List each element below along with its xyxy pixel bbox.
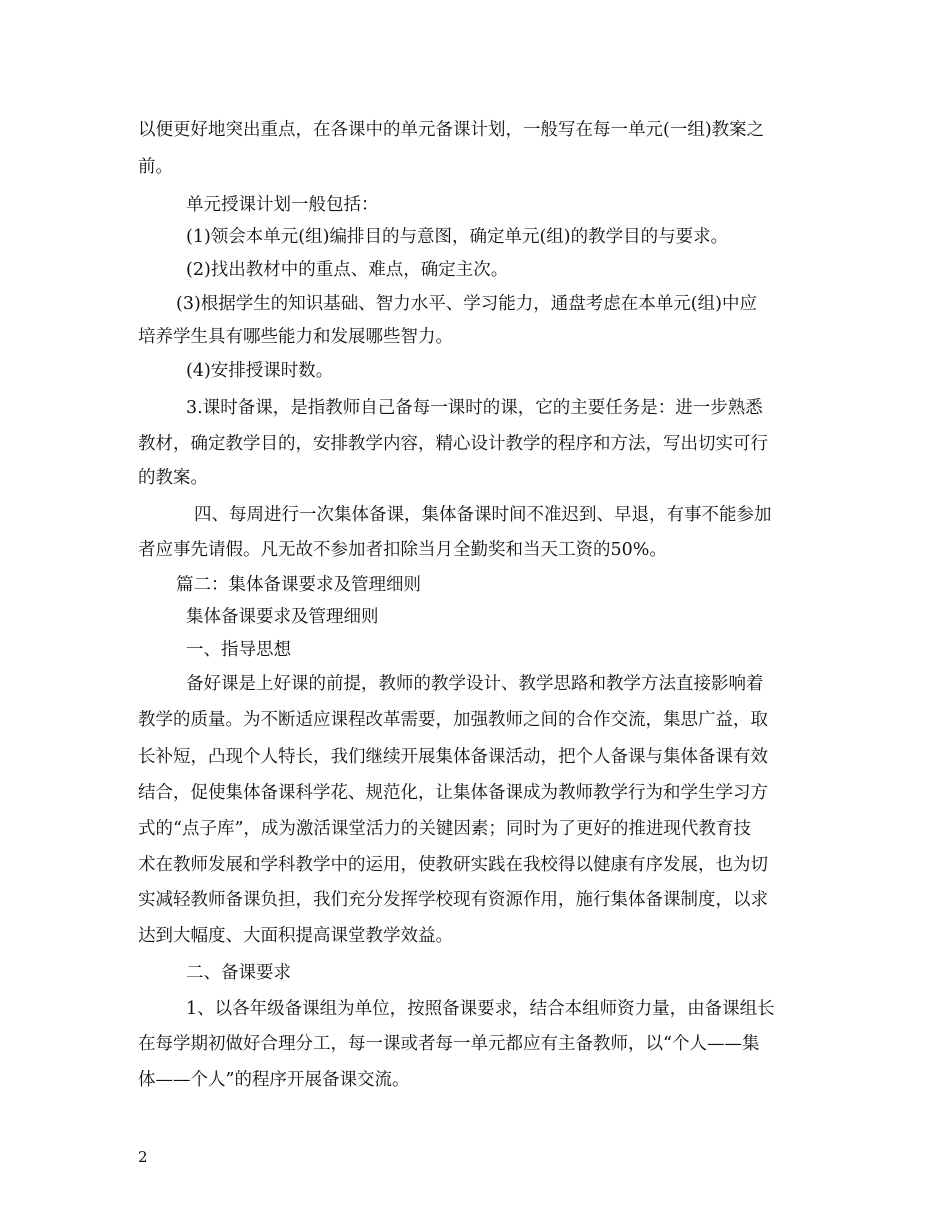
text-line-25: 二、备课要求: [186, 963, 291, 983]
text-line-6: (3)根据学生的知识基础、智力水平、学习能力，通盘考虑在本单元(组)中应: [176, 294, 757, 314]
text-line-23: 实减轻教师备课负担，我们充分发挥学校现有资源作用，施行集体备课制度，以求: [138, 890, 768, 910]
text-line-5: (2)找出教材中的重点、难点，确定主次。: [186, 260, 509, 280]
text-line-16: 一、指导思想: [186, 640, 291, 660]
text-line-1: 以便更好地突出重点，在各课中的单元备课计划，一般写在每一单元(一组)教案之: [138, 120, 765, 140]
text-line-7: 培养学生具有哪些能力和发展哪些智力。: [138, 327, 453, 347]
text-line-26: 1、以各年级备课组为单位，按照备课要求，结合本组师资力量，由备课组长: [186, 999, 775, 1019]
text-line-18: 教学的质量。为不断适应课程改革需要，加强教师之间的合作交流，集思广益，取: [138, 710, 768, 730]
text-line-10: 教材，确定教学目的，安排教学内容，精心设计教学的程序和方法，写出切实可行: [138, 434, 768, 454]
text-line-19: 长补短，凸现个人特长，我们继续开展集体备课活动，把个人备课与集体备课有效: [138, 747, 768, 767]
page-number: 2: [138, 1148, 148, 1166]
text-line-13: 者应事先请假。凡无故不参加者扣除当月全勤奖和当天工资的50%。: [138, 540, 667, 560]
text-line-8: (4)安排授课时数。: [186, 361, 334, 381]
text-line-21: 式的“点子库”，成为激活课堂活力的关键因素；同时为了更好的推进现代教育技: [138, 819, 751, 839]
text-line-27: 在每学期初做好合理分工，每一课或者每一单元都应有主备教师，以“个人——集: [138, 1034, 760, 1054]
text-line-28: 体——个人”的程序开展备课交流。: [138, 1070, 410, 1090]
text-line-11: 的教案。: [138, 468, 208, 488]
text-line-17: 备好课是上好课的前提，教师的教学设计、教学思路和教学方法直接影响着: [186, 674, 764, 694]
text-line-3: 单元授课计划一般包括：: [186, 195, 379, 215]
text-line-9: 3.课时备课，是指教师自己备每一课时的课，它的主要任务是：进一步熟悉: [186, 398, 763, 418]
text-line-2: 前。: [138, 157, 173, 177]
text-line-20: 结合，促使集体备课科学花、规范化，让集体备课成为教师教学行为和学生学习方: [138, 783, 768, 803]
text-line-4: (1)领会本单元(组)编排目的与意图，确定单元(组)的教学目的与要求。: [186, 227, 729, 247]
text-line-24: 达到大幅度、大面积提高课堂教学效益。: [138, 926, 453, 946]
text-line-14: 篇二：集体备课要求及管理细则: [176, 575, 421, 595]
text-line-22: 术在教师发展和学科教学中的运用，使教研实践在我校得以健康有序发展，也为切: [138, 855, 768, 875]
text-line-12: 四、每周进行一次集体备课，集体备课时间不准迟到、早退，有事不能参加: [194, 505, 772, 525]
text-line-15: 集体备课要求及管理细则: [186, 607, 379, 627]
